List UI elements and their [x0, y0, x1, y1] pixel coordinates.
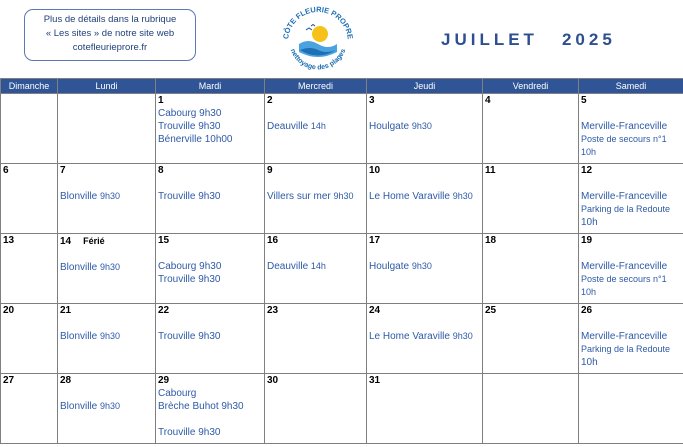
- event-location: Blonville: [60, 262, 98, 273]
- event-time: 9h30: [411, 121, 432, 131]
- cleanup-event: [60, 261, 153, 274]
- day-number: 28: [60, 375, 72, 386]
- logo-bottom-text: nettoyage des plages: [288, 47, 348, 72]
- weekday-header: Vendredi: [483, 79, 579, 94]
- day-number: 27: [3, 375, 15, 386]
- day-cell[interactable]: [579, 234, 683, 304]
- info-line: « Les sites » de notre site web: [45, 28, 175, 39]
- weekday-header: Samedi: [579, 79, 683, 94]
- calendar-grid: [0, 78, 683, 444]
- day-cell[interactable]: [579, 164, 683, 234]
- cleanup-event: [581, 190, 681, 203]
- week-row: [1, 374, 683, 444]
- event-location: Deauville: [267, 261, 309, 272]
- month-label: JUILLET: [441, 30, 538, 49]
- day-cell[interactable]: [156, 94, 265, 164]
- day-cell[interactable]: [483, 94, 579, 164]
- cleanup-event: [369, 190, 480, 203]
- event-location: 10h: [581, 357, 598, 368]
- cleanup-event: [158, 273, 262, 286]
- day-cell[interactable]: [483, 374, 579, 444]
- day-number: 29: [158, 375, 170, 386]
- cleanup-event: [581, 330, 681, 343]
- event-location: Trouville 9h30: [158, 331, 221, 342]
- cleanup-event: [158, 190, 262, 203]
- day-number: 7: [60, 165, 66, 176]
- logo-top-text: CÔTE FLEURIE PROPRE: [281, 4, 355, 40]
- cleanup-event: [158, 387, 262, 400]
- cleanup-event: [581, 356, 681, 369]
- day-number: 1: [158, 95, 164, 106]
- event-location: Merville-Franceville: [581, 191, 668, 202]
- event-location: 10h: [581, 217, 598, 228]
- day-cell[interactable]: [367, 94, 483, 164]
- week-row: [1, 94, 683, 164]
- day-number: 12: [581, 165, 593, 176]
- cleanup-event: [158, 107, 262, 120]
- day-cell[interactable]: [156, 164, 265, 234]
- event-time: 9h30: [100, 401, 121, 411]
- day-cell[interactable]: [367, 234, 483, 304]
- day-cell[interactable]: [367, 164, 483, 234]
- day-number: 5: [581, 95, 587, 106]
- day-number: 16: [267, 235, 279, 246]
- day-cell[interactable]: [483, 304, 579, 374]
- day-number: 21: [60, 305, 72, 316]
- event-location: Merville-Franceville: [581, 261, 668, 272]
- cleanup-event: [60, 400, 153, 413]
- week-row: [1, 234, 683, 304]
- cleanup-event: [158, 400, 262, 413]
- day-number: 13: [3, 235, 15, 246]
- weekday-header: Mercredi: [265, 79, 367, 94]
- day-number: 6: [3, 165, 9, 176]
- day-cell[interactable]: [156, 234, 265, 304]
- day-cell[interactable]: [58, 164, 156, 234]
- day-cell[interactable]: [156, 304, 265, 374]
- day-number: 22: [158, 305, 170, 316]
- day-number-wrap: [60, 235, 153, 248]
- day-number: 2: [267, 95, 273, 106]
- day-cell[interactable]: [58, 304, 156, 374]
- day-cell[interactable]: [58, 234, 156, 304]
- event-location: Trouville 9h30: [158, 274, 221, 285]
- event-location: Cabourg: [158, 388, 197, 399]
- day-cell[interactable]: [367, 304, 483, 374]
- cleanup-event: [581, 146, 681, 159]
- event-location: Trouville 9h30: [158, 191, 221, 202]
- calendar-header: [0, 0, 683, 78]
- event-location: Parking de la Redoute: [581, 344, 671, 354]
- day-cell[interactable]: [265, 94, 367, 164]
- weekday-header: Lundi: [58, 79, 156, 94]
- event-location: Parking de la Redoute: [581, 204, 671, 214]
- event-location: Blonville: [60, 401, 98, 412]
- day-cell[interactable]: [1, 94, 58, 164]
- cleanup-event: [369, 330, 480, 343]
- weekday-header-row: [1, 79, 683, 94]
- cleanup-event: [581, 273, 681, 286]
- day-cell[interactable]: [265, 164, 367, 234]
- event-time: 9h30: [452, 331, 473, 341]
- cleanup-event: [369, 120, 480, 133]
- day-number: 31: [369, 375, 381, 386]
- cleanup-event: [581, 203, 681, 216]
- day-number: 30: [267, 375, 279, 386]
- event-time: 9h30: [100, 331, 121, 341]
- event-location: 10h: [581, 147, 597, 157]
- info-link[interactable]: cotefleurieprore.fr: [72, 42, 148, 53]
- event-location: Villers sur mer: [267, 191, 331, 202]
- cleanup-event: [581, 343, 681, 356]
- cleanup-event: [158, 260, 262, 273]
- day-number: 3: [369, 95, 375, 106]
- event-location: Poste de secours n°1: [581, 134, 667, 144]
- day-cell[interactable]: [58, 374, 156, 444]
- event-time: 9h30: [452, 191, 473, 201]
- day-number: 14: [60, 236, 72, 247]
- cleanup-event: [581, 216, 681, 229]
- event-location: Deauville: [267, 121, 309, 132]
- cleanup-event: [158, 133, 262, 146]
- event-location: Poste de secours n°1: [581, 274, 667, 284]
- cleanup-event: [267, 190, 364, 203]
- day-cell[interactable]: [1, 164, 58, 234]
- cleanup-event: [158, 426, 262, 439]
- day-cell[interactable]: [156, 374, 265, 444]
- day-number: 20: [3, 305, 15, 316]
- holiday-label: Férié: [83, 236, 105, 246]
- day-cell[interactable]: [483, 164, 579, 234]
- event-location: Merville-Franceville: [581, 331, 668, 342]
- cleanup-event: [581, 286, 681, 299]
- event-time: 9h30: [333, 191, 354, 201]
- day-cell[interactable]: [367, 374, 483, 444]
- cleanup-event: [158, 120, 262, 133]
- cleanup-event: [60, 190, 153, 203]
- day-cell[interactable]: [265, 304, 367, 374]
- event-location: Trouville 9h30: [158, 121, 221, 132]
- weekday-header: Dimanche: [1, 79, 58, 94]
- event-location: Cabourg 9h30: [158, 261, 222, 272]
- cleanup-event: [158, 330, 262, 343]
- info-box: [24, 9, 196, 61]
- weekday-header: Mardi: [156, 79, 265, 94]
- event-location: 10h: [581, 287, 597, 297]
- cleanup-event: [60, 330, 153, 343]
- day-cell[interactable]: [265, 374, 367, 444]
- weekday-header: Jeudi: [367, 79, 483, 94]
- day-number: 23: [267, 305, 279, 316]
- event-location: Blonville: [60, 331, 98, 342]
- week-row: [1, 164, 683, 234]
- cleanup-event: [581, 120, 681, 133]
- day-number: 8: [158, 165, 164, 176]
- event-time: 14h: [310, 121, 326, 131]
- cleanup-event: [267, 260, 364, 273]
- day-cell[interactable]: [1, 234, 58, 304]
- day-number: 4: [485, 95, 491, 106]
- day-number: 9: [267, 165, 273, 176]
- event-location: Trouville 9h30: [158, 427, 221, 438]
- day-number: 15: [158, 235, 170, 246]
- cote-fleurie-propre-logo: [278, 4, 358, 76]
- day-number: 19: [581, 235, 593, 246]
- cleanup-event: [581, 133, 681, 146]
- day-number: 17: [369, 235, 381, 246]
- month-title: [441, 30, 616, 50]
- day-cell[interactable]: [579, 304, 683, 374]
- event-location: Le Home Varaville: [369, 331, 450, 342]
- week-row: [1, 304, 683, 374]
- day-number: 26: [581, 305, 593, 316]
- event-location: Bénerville 10h00: [158, 134, 233, 145]
- event-location: Cabourg 9h30: [158, 108, 222, 119]
- event-time: 9h30: [411, 261, 432, 271]
- event-location: Brèche Buhot 9h30: [158, 401, 244, 412]
- day-number: 24: [369, 305, 381, 316]
- event-location: Merville-Franceville: [581, 121, 668, 132]
- day-cell[interactable]: [265, 234, 367, 304]
- day-cell[interactable]: [579, 94, 683, 164]
- cleanup-event: [581, 260, 681, 273]
- cleanup-event: [267, 120, 364, 133]
- event-time: 9h30: [100, 191, 121, 201]
- day-number: 18: [485, 235, 497, 246]
- day-cell[interactable]: [1, 374, 58, 444]
- info-line: Plus de détails dans la rubrique: [43, 14, 177, 25]
- event-location: Houlgate: [369, 121, 410, 132]
- event-location: Blonville: [60, 191, 98, 202]
- day-cell[interactable]: [579, 374, 683, 444]
- day-cell[interactable]: [1, 304, 58, 374]
- day-cell[interactable]: [483, 234, 579, 304]
- event-time: 14h: [310, 261, 326, 271]
- event-location: Houlgate: [369, 261, 410, 272]
- day-number: 10: [369, 165, 381, 176]
- event-time: 9h30: [100, 262, 121, 272]
- event-location: Le Home Varaville: [369, 191, 450, 202]
- day-number: 11: [485, 165, 496, 176]
- year-label: 2025: [561, 30, 616, 49]
- day-number: 25: [485, 305, 497, 316]
- cleanup-event: [369, 260, 480, 273]
- day-cell[interactable]: [58, 94, 156, 164]
